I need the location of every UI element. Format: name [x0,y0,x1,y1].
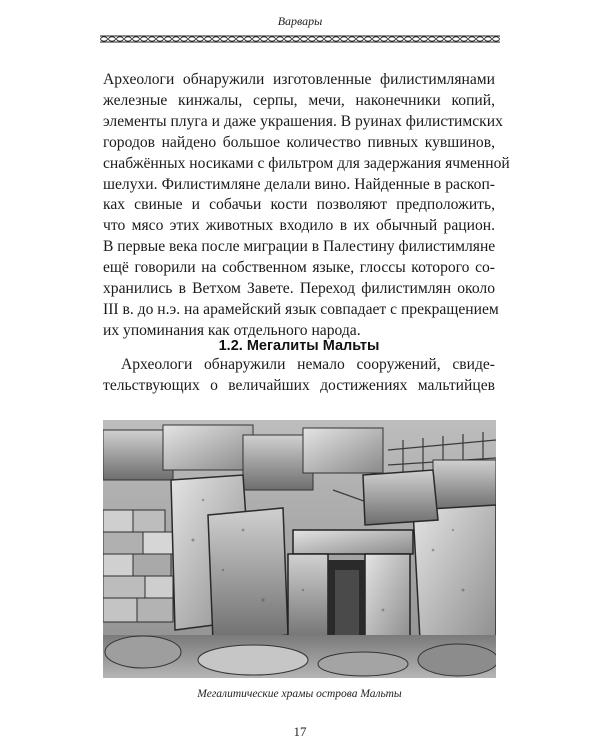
text-line: В первые века после миграции в Палестину филистимляне [103,238,496,256]
ornament-link [101,37,108,41]
megalith-photo [103,420,496,678]
ornament-link [469,37,476,41]
ornament-link [493,37,500,41]
text-line: III в. до н.э. на арамейский язык совпадает с прекращением [103,300,499,318]
ornament-link [293,37,300,41]
ornamental-rule [100,34,500,44]
ornament-link [437,37,444,41]
ornament-link [405,37,412,41]
ornament-link [317,37,324,41]
ornament-link [373,37,380,41]
ornament-link [125,37,132,41]
ornament-link [365,37,372,41]
paragraph-megaliths [103,355,495,397]
ornament-link [117,37,124,41]
text-line: тельствующих о величайших достижениях мальтийцев [103,376,495,394]
ornament-link [253,37,260,41]
text-line: снабжённых носиками с фильтром для задержания ячменной [103,154,510,172]
paragraph-philistines [103,70,510,342]
ornament-link [277,37,284,41]
ornament-link [133,37,140,41]
ornament-link [325,37,332,41]
ornament-link [197,37,204,41]
ornament-link [429,37,436,41]
ornament-link [285,37,292,41]
ornament-link [357,37,364,41]
text-line: хранились в Ветхом Завете. Переход филистимлян около [103,280,495,298]
ornament-link [349,37,356,41]
ornament-link [389,37,396,41]
ornament-link [333,37,340,41]
ornament-link [477,37,484,41]
ornament-link [149,37,156,41]
ornament-link [229,37,236,41]
ornament-link [445,37,452,41]
ornament-link [173,37,180,41]
ornament-link [413,37,420,41]
ornament-link [165,37,172,41]
page-number: 17 [293,724,307,739]
ornament-link [269,37,276,41]
text-line: шелухи. Филистимляне делали вино. Найденные в раскоп- [103,175,495,193]
text-line: что мясо этих животных входило в их обычный рацион. [103,217,495,235]
ornament-link [261,37,268,41]
ornament-link [213,37,220,41]
text-line: ещё говорили на собственном языке, глоссы которого со- [103,259,495,277]
ornament-link [109,37,116,41]
ornament-link [245,37,252,41]
running-head: Варвары [277,14,323,28]
ornament-link [453,37,460,41]
ornament-link [341,37,348,41]
text-line: Археологи обнаружили немало сооружений, свиде- [121,356,495,373]
ornament-link [485,37,492,41]
ornament-link [157,37,164,41]
ornament-link [189,37,196,41]
ornament-link [461,37,468,41]
text-line: элементы плуга и даже украшения. В руинах филистимских [103,112,503,130]
text-line: городов найдено большое количество пивных кувшинов, [103,133,495,151]
ornament-link [141,37,148,41]
figure-caption: Мегалитические храмы острова Мальты [197,688,402,700]
text-line: их упоминания как отдельного народа. [103,321,361,339]
ornament-link [301,37,308,41]
ornament-link [309,37,316,41]
ornament-link [205,37,212,41]
text-line: ках свиные и собачьи кости позволяют предположить, [103,196,495,214]
text-line: железные кинжалы, серпы, мечи, наконечники копий, [103,91,495,109]
section-heading: 1.2. Мегалиты Мальты [218,338,380,354]
ornament-link [381,37,388,41]
ornament-link [181,37,188,41]
text-line: Археологи обнаружили изготовленные филистимлянами [103,71,495,88]
ornament-link [221,37,228,41]
megalith-illustration [103,420,496,678]
ornament-link [237,37,244,41]
ornament-link [421,37,428,41]
ornament-link [397,37,404,41]
